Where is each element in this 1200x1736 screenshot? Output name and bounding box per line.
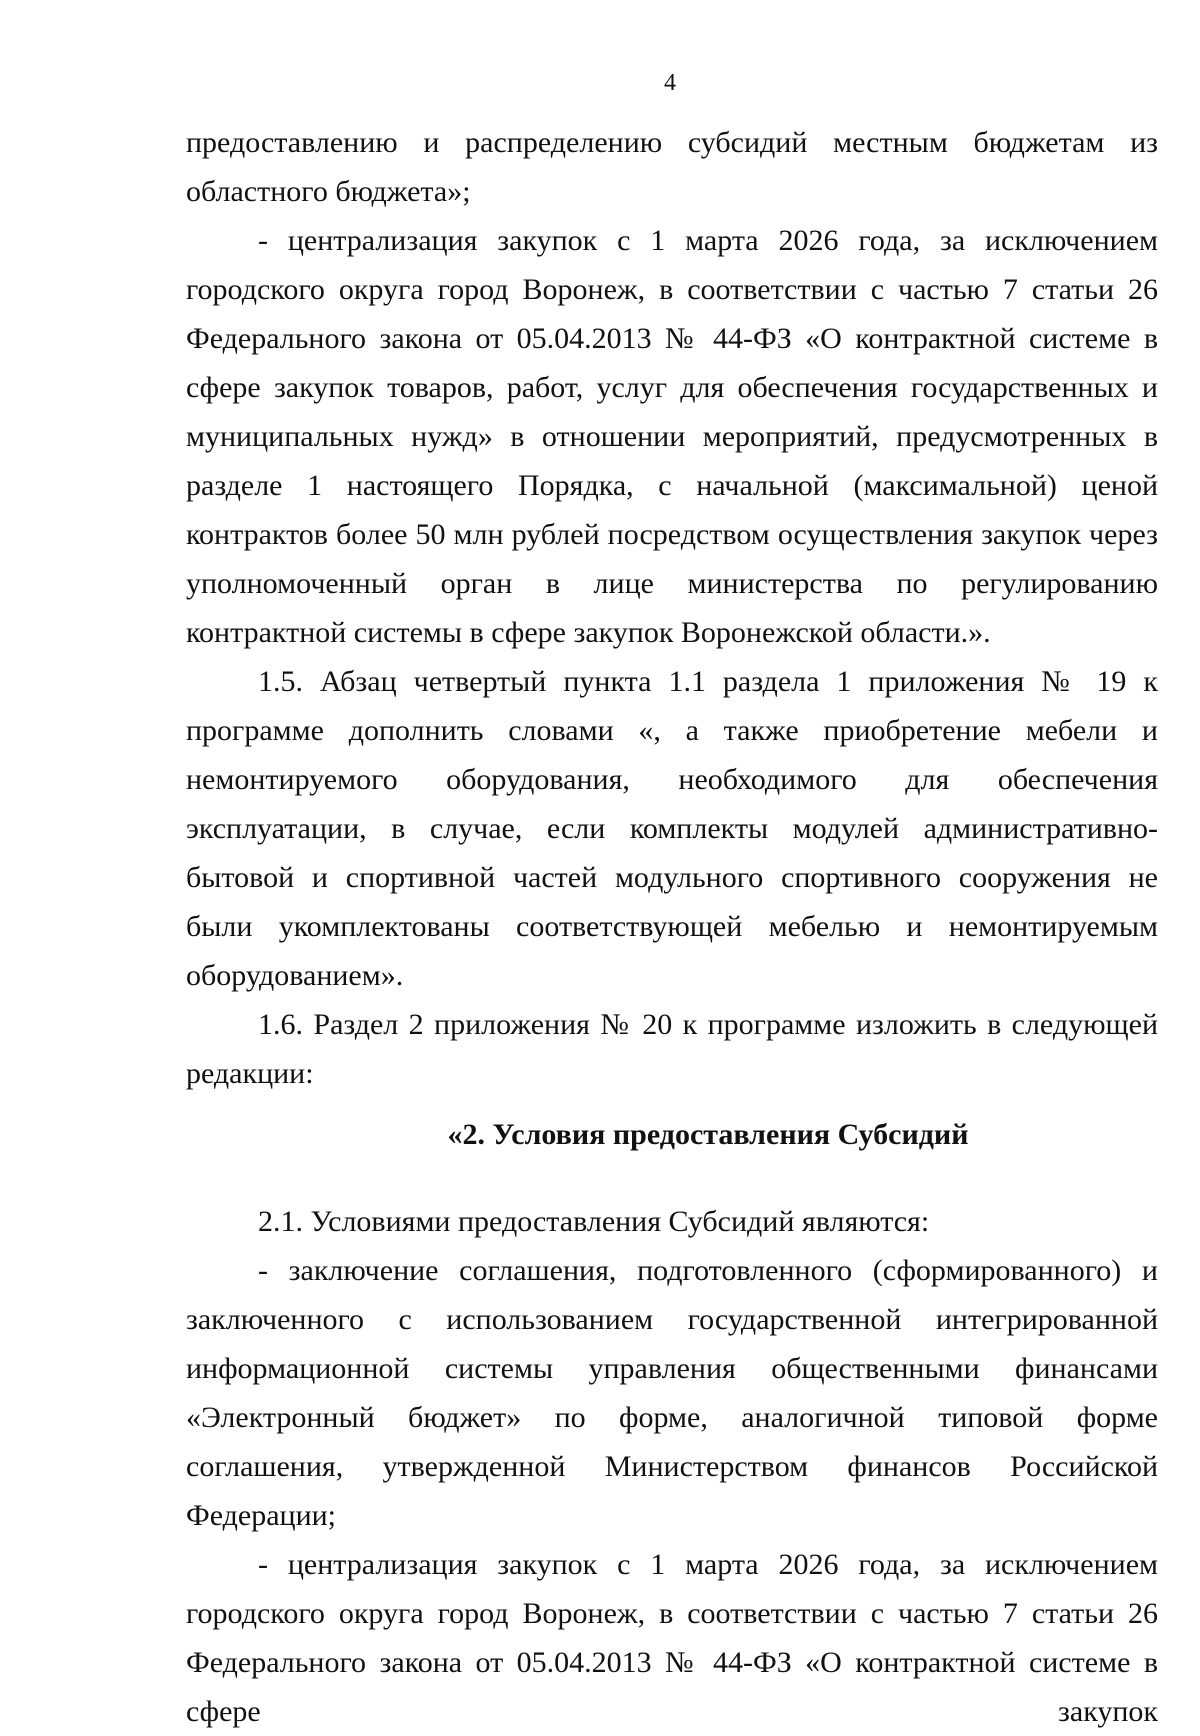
paragraph-centralization-2: - централизация закупок с 1 марта 2026 года, за исключением городского округа город Воронеж, в соответствии с частью 7 статьи 26 Федерального закона от 05.04.2013 № 44-ФЗ «О контрактной системе в сфере закупок bbox=[186, 1548, 1158, 1728]
paragraph-1-5: 1.5. Абзац четвертый пункта 1.1 раздела 1 приложения № 19 к программе дополнить словами «, а также приобретение мебели и немонтируемого оборудования, необходимого для обеспечения эксплуатации, в случае, если комплекты модулей административно-бытовой и спортивной частей модульного спортивного сооружения не были укомплектованы соответствующей мебелью и немонтируемым оборудованием». bbox=[186, 665, 1158, 992]
page-number: 4 bbox=[664, 70, 676, 96]
paragraph-2-1: 2.1. Условиями предоставления Субсидий являются: bbox=[258, 1205, 930, 1238]
paragraph-continuation: предоставлению и распределению субсидий местным бюджетам из областного бюджета»; bbox=[186, 126, 1158, 208]
section-heading: «2. Условия предоставления Субсидий bbox=[447, 1118, 969, 1151]
paragraph-1-6: 1.6. Раздел 2 приложения № 20 к программе изложить в следующей редакции: bbox=[186, 1008, 1158, 1090]
document-body bbox=[186, 118, 1158, 1736]
paragraph-agreement: - заключение соглашения, подготовленного (сформированного) и заключенного с использованием государственной интегрированной информационной системы управления общественными финансами «Электронный бюджет» по форме, аналогичной типовой форме соглашения, утвержденной Министерством финансов Российской Федерации; bbox=[186, 1254, 1158, 1532]
paragraph-centralization: - централизация закупок с 1 марта 2026 года, за исключением городского округа город Воронеж, в соответствии с частью 7 статьи 26 Федерального закона от 05.04.2013 № 44-ФЗ «О контрактной системе в сфере закупок товаров, работ, услуг для обеспечения государственных и муниципальных нужд» в отношении мероприятий, предусмотренных в разделе 1 настоящего Порядка, с начальной (максимальной) ценой контрактов более 50 млн рублей посредством осуществления закупок через уполномоченный орган в лице министерства по регулированию контрактной системы в сфере закупок Воронежской области.». bbox=[186, 224, 1158, 649]
